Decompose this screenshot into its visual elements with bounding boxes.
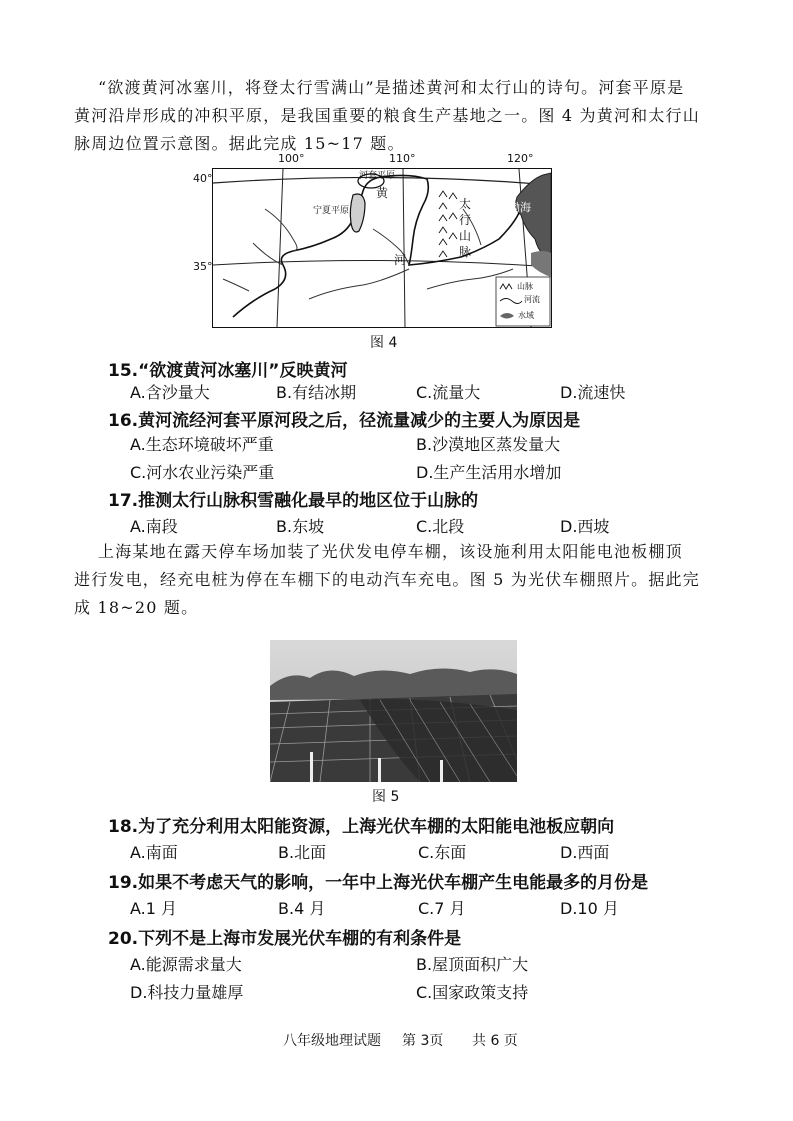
legend-river: 河流 — [524, 295, 540, 304]
q17-option-b[interactable]: B.东坡 — [276, 517, 325, 536]
figure-4-caption: 图 4 — [370, 335, 398, 351]
legend-water: 水域 — [518, 311, 534, 320]
solar-carport-drawing — [270, 640, 517, 782]
location-map — [212, 168, 552, 328]
q19-stem: 19.如果不考虑天气的影响，一年中上海光伏车棚产生电能最多的月份是 — [108, 873, 649, 893]
q20-option-a[interactable]: A.能源需求量大 — [130, 955, 242, 974]
he-char-label: 河 — [394, 253, 407, 267]
q16-option-d[interactable]: D.生产生活用水增加 — [416, 463, 562, 482]
lon-120-label: 120° — [507, 152, 534, 165]
q18-option-b[interactable]: B.北面 — [278, 843, 327, 862]
q16-stem: 16.黄河流经河套平原河段之后，径流量减少的主要人为原因是 — [108, 411, 581, 431]
hetao-plain-label: 河套平原 — [359, 171, 396, 181]
q18-stem: 18.为了充分利用太阳能资源，上海光伏车棚的太阳能电池板应朝向 — [108, 817, 615, 837]
figure-5-caption: 图 5 — [372, 789, 400, 805]
lon-100-label: 100° — [278, 152, 305, 165]
intro-line-3: 脉周边位置示意图。据此完成 15~17 题。 — [74, 134, 405, 153]
q17-option-d[interactable]: D.西坡 — [560, 517, 610, 536]
legend-mountain: 山脉 — [517, 282, 533, 291]
intro2-line-3: 成 18~20 题。 — [74, 598, 199, 617]
q19-option-c[interactable]: C.7 月 — [418, 899, 466, 918]
q15-option-d[interactable]: D.流速快 — [560, 383, 626, 402]
q18-option-a[interactable]: A.南面 — [130, 843, 178, 862]
lat-35-label: 35° — [193, 260, 213, 273]
q20-option-b[interactable]: B.屋顶面积广大 — [416, 955, 529, 974]
q18-option-d[interactable]: D.西面 — [560, 843, 610, 862]
q15-stem: 15.“欲渡黄河冰塞川”反映黄河 — [108, 361, 348, 381]
q15-option-c[interactable]: C.流量大 — [416, 383, 481, 402]
taihang-char-3: 山 — [459, 229, 472, 243]
q17-stem: 17.推测太行山脉积雪融化最早的地区位于山脉的 — [108, 491, 479, 511]
taihang-char-4: 脉 — [459, 245, 472, 259]
footer-page-number: 第 3页 — [402, 1033, 444, 1049]
q20-stem: 20.下列不是上海市发展光伏车棚的有利条件是 — [108, 929, 462, 949]
intro-line-1: “欲渡黄河冰塞川，将登太行雪满山”是描述黄河和太行山的诗句。河套平原是 — [98, 78, 685, 97]
q19-option-d[interactable]: D.10 月 — [560, 899, 619, 918]
intro2-line-2: 进行发电，经充电桩为停在车棚下的电动汽车充电。图 5 为光伏车棚照片。据此完 — [74, 570, 700, 589]
taihang-char-1: 太 — [459, 197, 472, 211]
footer-subject: 八年级地理试题 — [283, 1033, 381, 1049]
q20-option-d[interactable]: D.科技力量雄厚 — [130, 983, 244, 1002]
q17-option-a[interactable]: A.南段 — [130, 517, 178, 536]
bohai-label: 渤海 — [509, 201, 531, 214]
q17-option-c[interactable]: C.北段 — [416, 517, 465, 536]
q16-option-b[interactable]: B.沙漠地区蒸发量大 — [416, 435, 561, 454]
q20-option-c[interactable]: C.国家政策支持 — [416, 983, 529, 1002]
footer-total-pages: 共 6 页 — [472, 1033, 518, 1049]
ningxia-plain-label: 宁夏平原 — [313, 206, 350, 216]
intro-line-2: 黄河沿岸形成的冲积平原，是我国重要的粮食生产基地之一。图 4 为黄河和太行山 — [74, 106, 700, 125]
q18-option-c[interactable]: C.东面 — [418, 843, 467, 862]
q15-option-a[interactable]: A.含沙量大 — [130, 383, 210, 402]
q15-option-b[interactable]: B.有结冰期 — [276, 383, 357, 402]
huang-char-label: 黄 — [376, 186, 389, 200]
intro2-line-1: 上海某地在露天停车场加装了光伏发电停车棚，该设施利用太阳能电池板棚顶 — [98, 542, 683, 561]
taihang-char-2: 行 — [459, 213, 472, 227]
lon-110-label: 110° — [389, 152, 416, 165]
lat-40-label: 40° — [193, 172, 213, 185]
q19-option-a[interactable]: A.1 月 — [130, 899, 178, 918]
solar-carport-photo — [270, 640, 517, 782]
q19-option-b[interactable]: B.4 月 — [278, 899, 326, 918]
q16-option-c[interactable]: C.河水农业污染严重 — [130, 463, 275, 482]
q16-option-a[interactable]: A.生态环境破坏严重 — [130, 435, 274, 454]
